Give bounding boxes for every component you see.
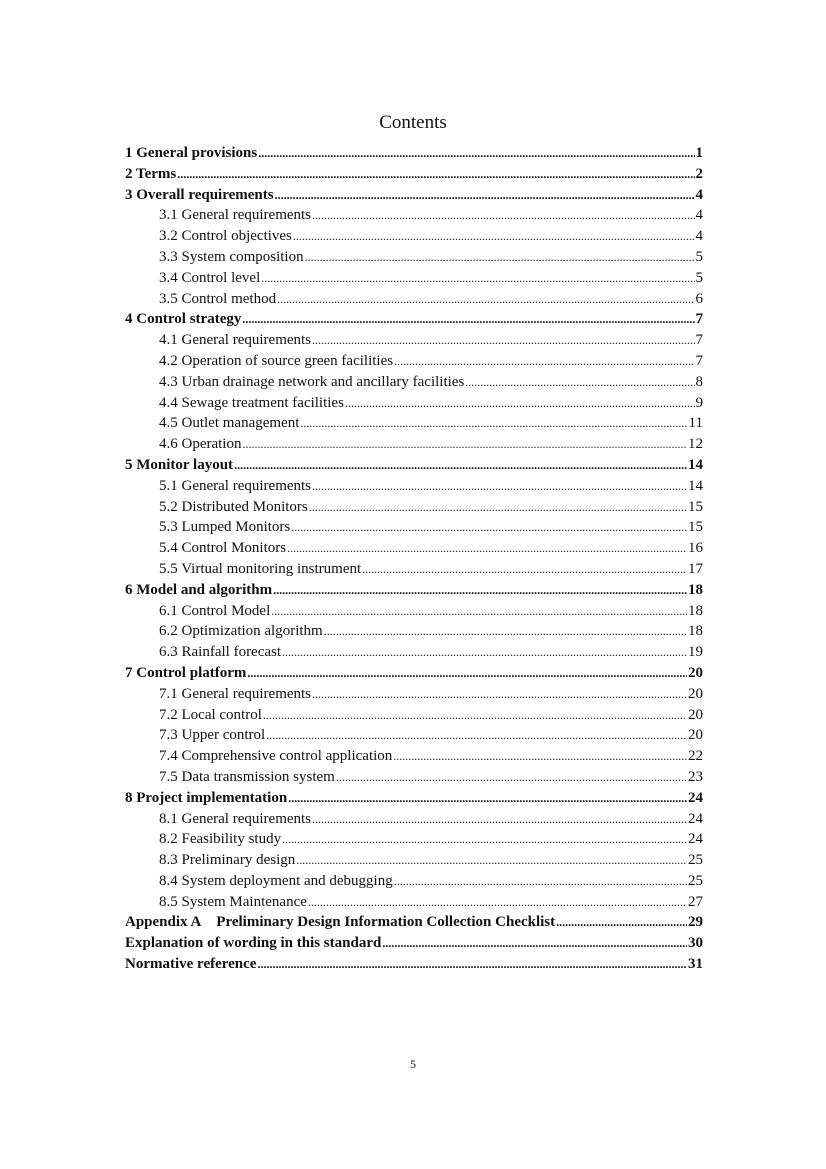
toc-entry-page: 19 <box>688 644 703 661</box>
toc-entry-page: 7 <box>695 352 703 369</box>
toc-entry-page: 4 <box>695 207 703 224</box>
toc-entry-page: 25 <box>688 872 703 889</box>
toc-section-entry[interactable] <box>125 436 703 457</box>
toc-entry-page: 18 <box>688 602 703 619</box>
toc-section-entry[interactable] <box>125 374 703 395</box>
toc-dot-leader <box>345 396 695 411</box>
toc-entry-label: 4 Control strategy <box>125 311 242 328</box>
toc-entry-label: 4.5 Outlet management <box>159 415 300 432</box>
toc-entry-page: 18 <box>688 623 703 640</box>
toc-dot-leader <box>309 500 687 515</box>
toc-section-entry[interactable] <box>125 353 703 374</box>
toc-dot-leader <box>177 167 694 182</box>
toc-dot-leader <box>394 874 687 889</box>
toc-entry-label: 8.2 Feasibility study <box>159 831 282 848</box>
toc-entry-label: 7 Control platform <box>125 664 247 681</box>
toc-entry-label: 3 Overall requirements <box>125 186 274 203</box>
toc-entry-label: 5.4 Control Monitors <box>159 540 287 557</box>
toc-dot-leader <box>282 645 687 660</box>
toc-entry-page: 20 <box>688 706 703 723</box>
toc-entry-page: 20 <box>688 664 703 681</box>
toc-entry-page: 14 <box>688 456 703 473</box>
toc-entry-label: 4.2 Operation of source green facilities <box>159 352 394 369</box>
toc-section-entry[interactable] <box>125 499 703 520</box>
toc-entry-page: 24 <box>688 789 703 806</box>
toc-entry-page: 31 <box>688 956 703 973</box>
toc-entry-label: 4.3 Urban drainage network and ancillary facilities <box>159 373 465 390</box>
toc-section-entry[interactable] <box>125 415 703 436</box>
toc-section-entry[interactable] <box>125 519 703 540</box>
toc-dot-leader <box>362 562 687 577</box>
toc-section-entry[interactable] <box>125 873 703 894</box>
toc-section-entry[interactable] <box>125 228 703 249</box>
toc-chapter-entry[interactable] <box>125 582 703 603</box>
toc-chapter-entry[interactable] <box>125 665 703 686</box>
toc-entry-label: 2 Terms <box>125 165 177 182</box>
toc-dot-leader <box>312 812 687 827</box>
toc-section-entry[interactable] <box>125 561 703 582</box>
toc-section-entry[interactable] <box>125 748 703 769</box>
toc-entry-page: 5 <box>695 248 703 265</box>
toc-entry-label: 7.3 Upper control <box>159 727 266 744</box>
toc-dot-leader <box>556 915 687 930</box>
toc-dot-leader <box>296 853 687 868</box>
toc-dot-leader <box>282 832 687 847</box>
toc-section-entry[interactable] <box>125 291 703 312</box>
toc-entry-page: 9 <box>695 394 703 411</box>
toc-chapter-entry[interactable] <box>125 914 703 935</box>
toc-entry-label: 8.3 Preliminary design <box>159 852 296 869</box>
toc-dot-leader <box>291 520 687 535</box>
toc-entry-page: 7 <box>695 311 703 328</box>
toc-dot-leader <box>312 333 694 348</box>
toc-entry-page: 20 <box>688 727 703 744</box>
toc-dot-leader <box>336 770 687 785</box>
toc-dot-leader <box>271 604 687 619</box>
toc-section-entry[interactable] <box>125 249 703 270</box>
toc-entry-page: 17 <box>688 560 703 577</box>
toc-dot-leader <box>300 416 687 431</box>
toc-entry-label: 8.1 General requirements <box>159 810 312 827</box>
toc-dot-leader <box>247 666 687 681</box>
toc-chapter-entry[interactable] <box>125 790 703 811</box>
toc-dot-leader <box>242 312 694 327</box>
toc-chapter-entry[interactable] <box>125 311 703 332</box>
toc-dot-leader <box>261 271 694 286</box>
toc-entry-label: 6.2 Optimization algorithm <box>159 623 323 640</box>
toc-entry-page: 6 <box>695 290 703 307</box>
toc-dot-leader <box>312 208 694 223</box>
toc-dot-leader <box>257 957 687 972</box>
toc-section-entry[interactable] <box>125 478 703 499</box>
toc-section-entry[interactable] <box>125 769 703 790</box>
toc-section-entry[interactable] <box>125 831 703 852</box>
toc-entry-label: 5.3 Lumped Monitors <box>159 519 291 536</box>
toc-entry-label: 5.5 Virtual monitoring instrument <box>159 560 362 577</box>
toc-entry-label: 5.1 General requirements <box>159 477 312 494</box>
toc-dot-leader <box>312 479 687 494</box>
toc-entry-label: 1 General provisions <box>125 145 258 161</box>
toc-section-entry[interactable] <box>125 207 703 228</box>
toc-section-entry[interactable] <box>125 707 703 728</box>
toc-entry-label: 3.1 General requirements <box>159 207 312 224</box>
toc-entry-label: 6.3 Rainfall forecast <box>159 644 282 661</box>
toc-entry-label: 8 Project implementation <box>125 789 288 806</box>
toc-section-entry[interactable] <box>125 332 703 353</box>
toc-entry-label: 7.4 Comprehensive control application <box>159 748 393 765</box>
toc-chapter-entry[interactable] <box>125 187 703 208</box>
toc-entry-page: 22 <box>688 748 703 765</box>
toc-entry-page: 15 <box>688 519 703 536</box>
toc-entry-label: Appendix A Preliminary Design Information Collection Checklist <box>125 914 556 931</box>
toc-section-entry[interactable] <box>125 811 703 832</box>
toc-section-entry[interactable] <box>125 852 703 873</box>
toc-entry-page: 7 <box>695 332 703 349</box>
toc-entry-label: 8.4 System deployment and debugging <box>159 872 393 889</box>
toc-entry-label: 3.2 Control objectives <box>159 228 292 245</box>
toc-dot-leader <box>324 624 687 639</box>
toc-dot-leader <box>263 708 687 723</box>
toc-entry-label: Normative reference <box>125 956 257 973</box>
toc-entry-page: 4 <box>695 186 703 203</box>
toc-chapter-entry[interactable] <box>125 935 703 956</box>
toc-entry-page: 2 <box>695 165 703 182</box>
toc-entry-page: 25 <box>688 852 703 869</box>
page-title: Contents <box>379 112 447 133</box>
toc-entry-page: 20 <box>688 685 703 702</box>
toc-section-entry[interactable] <box>125 894 703 915</box>
toc-entry-label: 4.1 General requirements <box>159 332 312 349</box>
toc-entry-label: 3.4 Control level <box>159 269 261 286</box>
toc-section-entry[interactable] <box>125 395 703 416</box>
toc-entry-label: 5 Monitor layout <box>125 456 234 473</box>
toc-entry-label: 7.2 Local control <box>159 706 262 723</box>
toc-section-entry[interactable] <box>125 623 703 644</box>
toc-dot-leader <box>275 188 695 203</box>
toc-entry-page: 24 <box>688 831 703 848</box>
toc-entry-label: 7.5 Data transmission system <box>159 768 335 785</box>
toc-dot-leader <box>305 250 695 265</box>
toc-section-entry[interactable] <box>125 686 703 707</box>
toc-entry-page: 29 <box>688 914 703 931</box>
toc-entry-page: 1 <box>695 145 703 161</box>
toc-entry-page: 30 <box>688 935 703 952</box>
toc-entry-page: 12 <box>688 436 703 453</box>
toc-entry-page: 4 <box>695 228 703 245</box>
toc-section-entry[interactable] <box>125 540 703 561</box>
toc-section-entry[interactable] <box>125 727 703 748</box>
toc-dot-leader <box>465 375 694 390</box>
toc-entry-label: 6 Model and algorithm <box>125 581 273 598</box>
toc-entry-page: 15 <box>688 498 703 515</box>
toc-dot-leader <box>393 749 687 764</box>
toc-dot-leader <box>234 458 687 473</box>
toc-section-entry[interactable] <box>125 270 703 291</box>
toc-dot-leader <box>277 292 694 307</box>
toc-dot-leader <box>242 437 687 452</box>
toc-section-entry[interactable] <box>125 603 703 624</box>
toc-entry-label: Explanation of wording in this standard <box>125 935 382 952</box>
toc-entry-page: 11 <box>688 415 703 432</box>
toc-chapter-entry[interactable] <box>125 145 703 166</box>
toc-entry-label: 6.1 Control Model <box>159 602 271 619</box>
toc-chapter-entry[interactable] <box>125 457 703 478</box>
toc-dot-leader <box>273 583 687 598</box>
toc-entry-page: 5 <box>695 269 703 286</box>
toc-dot-leader <box>293 229 695 244</box>
toc-entry-page: 18 <box>688 581 703 598</box>
toc-entry-page: 16 <box>688 540 703 557</box>
toc-dot-leader <box>312 687 687 702</box>
toc-dot-leader <box>308 895 687 910</box>
toc-chapter-entry[interactable] <box>125 166 703 187</box>
toc-entry-page: 23 <box>688 768 703 785</box>
toc-entry-label: 4.6 Operation <box>159 436 242 453</box>
toc-dot-leader <box>382 936 687 951</box>
toc-entry-label: 8.5 System Maintenance <box>159 893 307 910</box>
toc-chapter-entry[interactable] <box>125 956 703 977</box>
toc-entry-page: 24 <box>688 810 703 827</box>
toc-entry-label: 5.2 Distributed Monitors <box>159 498 308 515</box>
toc-dot-leader <box>258 146 694 161</box>
toc-dot-leader <box>287 541 687 556</box>
toc-dot-leader <box>288 791 687 806</box>
toc-section-entry[interactable] <box>125 644 703 665</box>
table-of-contents <box>125 145 703 977</box>
page-number: 5 <box>410 1057 416 1071</box>
toc-entry-label: 3.5 Control method <box>159 290 277 307</box>
toc-entry-label: 7.1 General requirements <box>159 685 312 702</box>
toc-dot-leader <box>266 728 687 743</box>
toc-entry-page: 8 <box>695 373 703 390</box>
toc-entry-label: 4.4 Sewage treatment facilities <box>159 394 344 411</box>
toc-entry-page: 27 <box>688 893 703 910</box>
toc-entry-label: 3.3 System composition <box>159 248 304 265</box>
toc-entry-page: 14 <box>688 477 703 494</box>
toc-dot-leader <box>394 354 694 369</box>
